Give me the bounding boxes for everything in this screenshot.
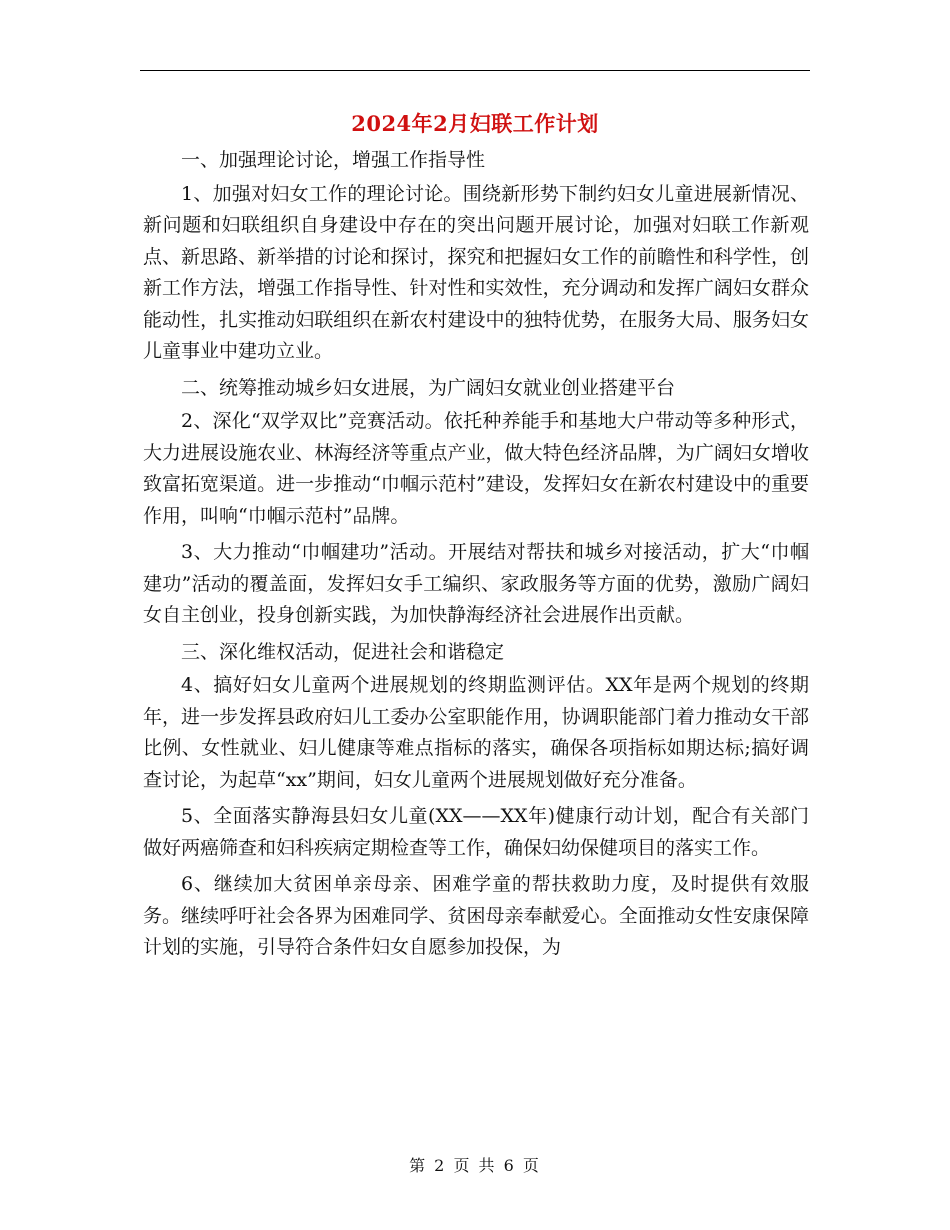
paragraph-2: 2、深化“双学双比”竞赛活动。依托种养能手和基地大户带动等多种形式，大力进展设施农业、林海经济等重点产业，做大特色经济品牌，为广阔妇女增收致富拓宽渠道。进一步推动“巾帼示范村”建设，发挥妇女在新农村建设中的重要作用，叫响“巾帼示范村”品牌。 xyxy=(143,410,809,527)
section-heading-3: 三、深化维权活动，促进社会和谐稳定 xyxy=(181,640,505,663)
paragraph-5: 5、全面落实静海县妇女儿童(XX——XX年)健康行动计划，配合有关部门做好两癌筛查和妇科疾病定期检查等工作，确保妇幼保健项目的落实工作。 xyxy=(143,805,809,859)
document-body xyxy=(143,145,809,969)
document-title: 2024年2月妇联工作计划 xyxy=(351,111,599,136)
paragraph-3: 3、大力推动“巾帼建功”活动。开展结对帮扶和城乡对接活动，扩大“巾帼建功”活动的覆盖面，发挥妇女手工编织、家政服务等方面的优势，激励广阔妇女自主创业，投身创新实践，为加快静海经济社会进展作出贡献。 xyxy=(143,541,809,626)
paragraph-4: 4、搞好妇女儿童两个进展规划的终期监测评估。XX年是两个规划的终期年，进一步发挥县政府妇儿工委办公室职能作用，协调职能部门着力推动女干部比例、女性就业、妇儿健康等难点指标的落实，确保各项指标如期达标;搞好调查讨论，为起草“xx”期间，妇女儿童两个进展规划做好充分准备。 xyxy=(143,674,809,791)
header-rule xyxy=(140,70,810,71)
page-number-footer: 第 2 页 共 6 页 xyxy=(409,1156,541,1175)
section-heading-2: 二、统筹推动城乡妇女进展，为广阔妇女就业创业搭建平台 xyxy=(181,376,676,399)
paragraph-1: 1、加强对妇女工作的理论讨论。围绕新形势下制约妇女儿童进展新情况、新问题和妇联组织自身建设中存在的突出问题开展讨论，加强对妇联工作新观点、新思路、新举措的讨论和探讨，探究和把握妇女工作的前瞻性和科学性，创新工作方法，增强工作指导性、针对性和实效性，充分调动和发挥广阔妇女群众能动性，扎实推动妇联组织在新农村建设中的独特优势，在服务大局、服务妇女儿童事业中建功立业。 xyxy=(143,182,809,362)
section-heading-1: 一、加强理论讨论，增强工作指导性 xyxy=(181,149,486,171)
paragraph-6: 6、继续加大贫困单亲母亲、困难学童的帮扶救助力度，及时提供有效服务。继续呼吁社会各界为困难同学、贫困母亲奉献爱心。全面推动女性安康保障计划的实施，引导符合条件妇女自愿参加投保，为 xyxy=(143,873,809,958)
